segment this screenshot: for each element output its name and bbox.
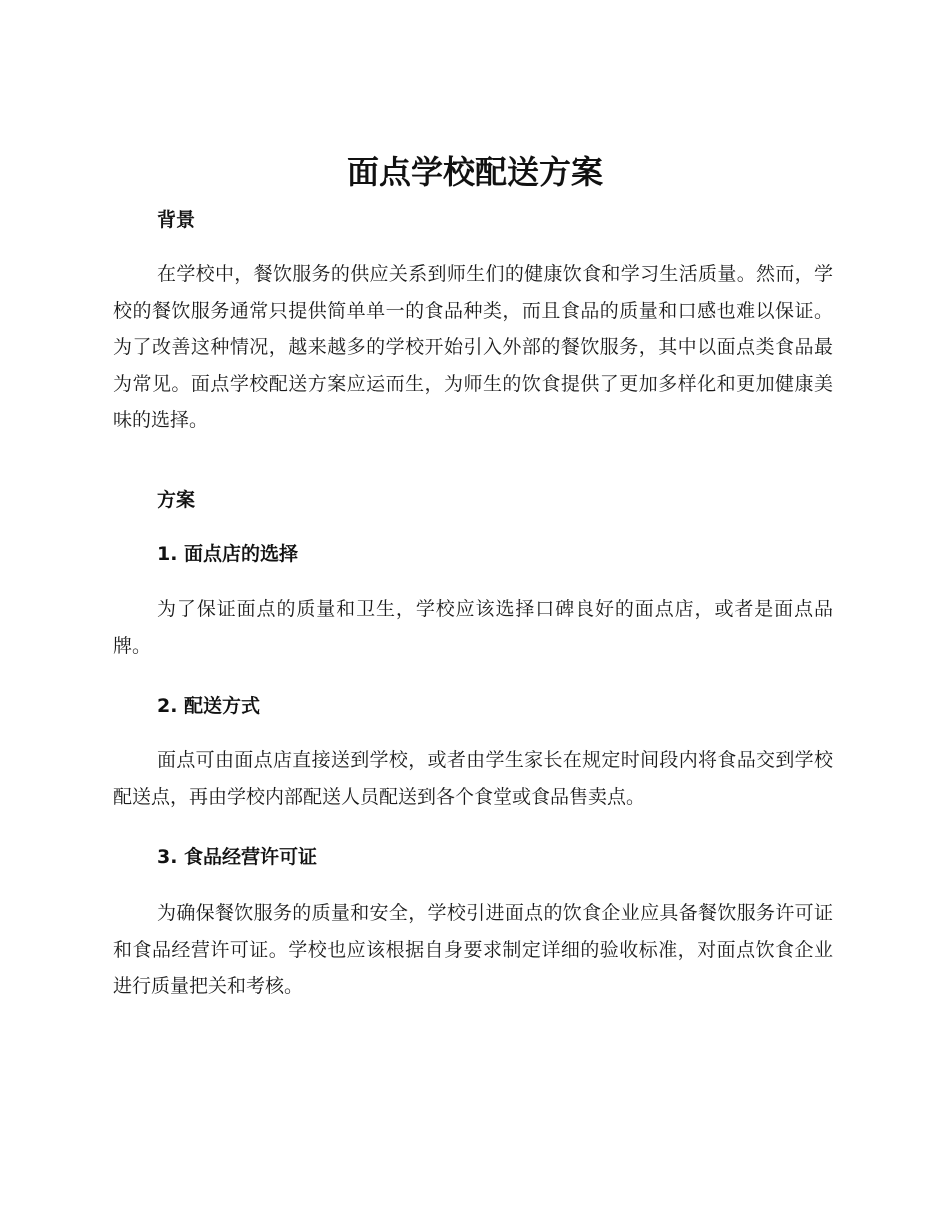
section-paragraph-delivery: 面点可由面点店直接送到学校，或者由学生家长在规定时间段内将食品交到学校配送点，再由学校内部配送人员配送到各个食堂或食品售卖点。 (113, 749, 833, 808)
document-title: 面点学校配送方案 (346, 153, 603, 191)
section-paragraph-shop-selection: 为了保证面点的质量和卫生，学校应该选择口碑良好的面点店，或者是面点品牌。 (113, 598, 833, 657)
section-heading-delivery: 2. 配送方式 (157, 695, 261, 717)
section-heading-plan: 方案 (157, 489, 196, 511)
section-heading-background: 背景 (157, 209, 196, 231)
section-heading-shop-selection: 1. 面点店的选择 (157, 543, 299, 565)
section-paragraph-license: 为确保餐饮服务的质量和安全，学校引进面点的饮食企业应具备餐饮服务许可证和食品经营许可证。学校也应该根据自身要求制定详细的验收标准，对面点饮食企业进行质量把关和考核。 (113, 902, 833, 997)
section-heading-license: 3. 食品经营许可证 (157, 846, 318, 868)
section-paragraph-background: 在学校中，餐饮服务的供应关系到师生们的健康饮食和学习生活质量。然而，学校的餐饮服务通常只提供简单单一的食品种类，而且食品的质量和口感也难以保证。为了改善这种情况，越来越多的学校开始引入外部的餐饮服务，其中以面点类食品最为常见。面点学校配送方案应运而生，为师生的饮食提供了更加多样化和更加健康美味的选择。 (113, 263, 833, 431)
